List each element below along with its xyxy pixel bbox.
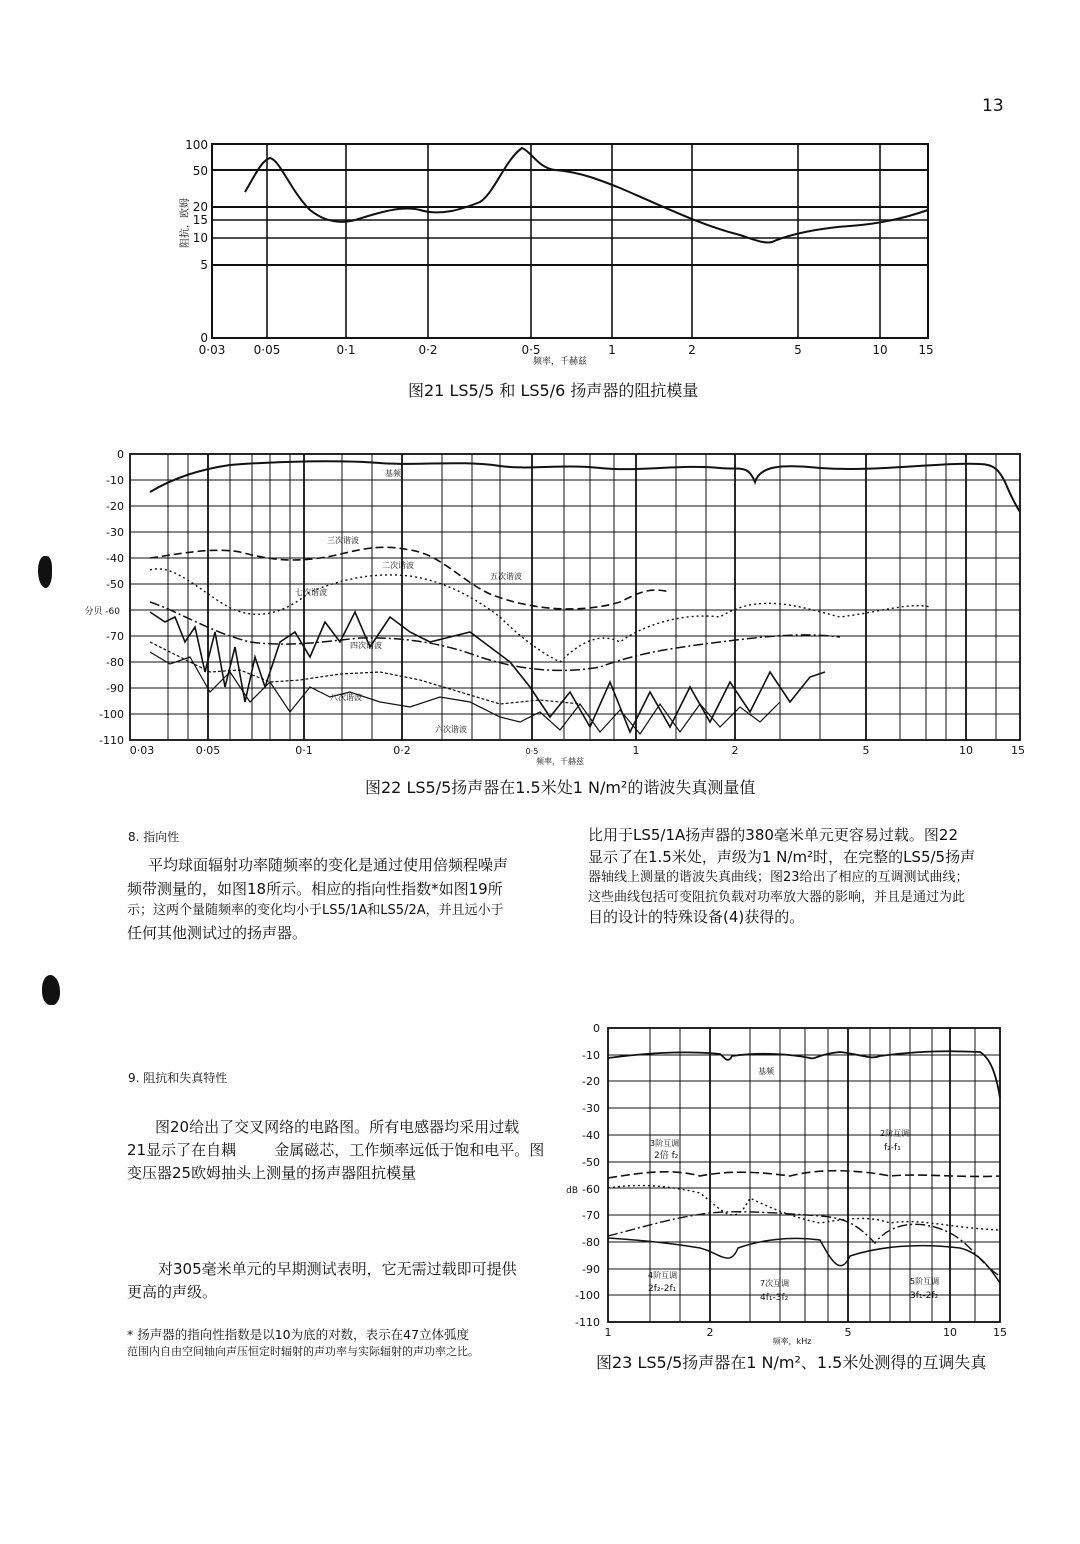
fig21-caption: 图21 LS5/5 和 LS5/6 扬声器的阻抗模量 [408, 381, 699, 400]
fig22-xtick: 2 [731, 744, 739, 757]
fig22-ytick: -100 [99, 708, 124, 721]
right-column-line: 目的设计的特殊设备(4)获得的。 [588, 908, 805, 926]
section-9-line: 变压器25欧姆抽头上测量的扬声器阻抗模量 [127, 1164, 417, 1182]
fig22-ytick: -20 [106, 500, 124, 513]
fig22-ytick: -80 [106, 656, 124, 669]
section-8-line: 频带测量的，如图18所示。相应的指向性指数*如图19所 [127, 880, 503, 898]
fig21-xtick: 10 [872, 343, 888, 357]
fig22-xtick: 0·05 [195, 744, 221, 757]
fig21-ytick: 15 [192, 213, 208, 227]
section-9-para2: 更高的声级。 [127, 1283, 218, 1301]
fig21-xtick: 0·05 [253, 343, 281, 357]
fig21-xtick: 2 [688, 343, 696, 357]
fig23-caption: 图23 LS5/5扬声器在1 N/m²、1.5米处测得的互调失真 [596, 1353, 987, 1372]
fig23-xtick: 15 [993, 1326, 1007, 1339]
fig22-xtick: 0·03 [129, 744, 155, 757]
fig22-ytick: -90 [106, 682, 124, 695]
fig21-xtick: 0·2 [418, 343, 438, 357]
fig23-ytick: -90 [582, 1263, 600, 1276]
fig23-label-5th-b: 3f₁-2f₂ [910, 1291, 939, 1301]
section-8-line: 示；这两个量随频率的变化均小于LS5/1A和LS5/2A，并且远小于 [127, 903, 504, 918]
section-8-title: 8. 指向性 [128, 830, 180, 844]
fig23-xtick: 10 [943, 1326, 957, 1339]
fig21-xtick: 15 [918, 343, 934, 357]
fig23-2nd-order-curve [608, 1186, 1000, 1230]
fig22-label-third: 三次谐波 [327, 536, 359, 545]
fig22-second-harmonic-curve [150, 569, 930, 662]
fig23-label-4th-b: 2f₂-2f₁ [648, 1284, 677, 1294]
fig22-ytick: 0 [117, 448, 124, 461]
fig22-xtick: 1 [632, 744, 640, 757]
fig22-ylabel: 分贝 -60 [84, 607, 120, 617]
fig22-ytick: -70 [106, 630, 124, 643]
fig22-xtick: 10 [959, 744, 973, 757]
fig23-ytick: -110 [575, 1316, 600, 1329]
fig23-ytick: 0 [593, 1022, 600, 1035]
fig22-third-harmonic-curve [150, 547, 670, 609]
fig23-ytick: -10 [582, 1049, 600, 1062]
fig22-eighth-harmonic-curve [150, 642, 580, 704]
fig21-impedance-curve [245, 148, 928, 243]
fig21-impedance-chart [160, 130, 960, 370]
fig23-intermod-chart [560, 1018, 1040, 1348]
right-column-line: 这些曲线包括可变阻抗负载对功率放大器的影响，并且是通过为此 [588, 890, 966, 905]
fig22-harmonic-chart [80, 442, 1040, 772]
fig22-ytick: -110 [99, 734, 124, 747]
fig23-xtick: 5 [844, 1326, 852, 1339]
fig22-label-seventh: 七次谐波 [295, 588, 327, 597]
fig23-label-4th: 4阶互调 [648, 1271, 678, 1280]
fig23-label-5th: 5阶互调 [910, 1277, 940, 1286]
fig21-ytick: 20 [192, 200, 208, 214]
fig22-ytick: -10 [106, 474, 124, 487]
fig21-xtick: 5 [794, 343, 802, 357]
fig22-ytick: -30 [106, 526, 124, 539]
fig23-xtick: 1 [604, 1326, 612, 1339]
fig22-label-fifth: 五次谐波 [490, 572, 522, 581]
fig22-ytick: -40 [106, 552, 124, 565]
fig22-xtick: 5 [862, 744, 870, 757]
fig23-label-2nd: 2阶互调 [880, 1129, 910, 1138]
fig22-label-eighth: 八次谐波 [330, 693, 362, 702]
fig23-xlabel: 频率，kHz [772, 1337, 812, 1346]
footnote-line: 范围内自由空间轴向声压恒定时辐射的声功率与实际辐射的声功率之比。 [127, 1345, 479, 1358]
section-9-line: 21显示了在自耦 金属磁芯，工作频率远低于饱和电平。图 [127, 1141, 545, 1159]
fig23-label-7th-b: 4f₁-3f₂ [760, 1293, 789, 1303]
fig23-ytick: -30 [582, 1102, 600, 1115]
right-column-line: 器轴线上测量的谐波失真曲线；图23给出了相应的互调测试曲线； [588, 870, 969, 885]
fig21-ytick: 10 [192, 231, 208, 245]
fig23-ytick: -60 [582, 1183, 600, 1196]
fig21-xlabel: 频率，千赫兹 [532, 357, 588, 367]
fig22-xtick: 15 [1011, 744, 1025, 757]
fig22-xlabel: 频率，千赫兹 [536, 757, 584, 766]
fig22-xtick: 0·2 [393, 744, 411, 757]
fig23-ytick: -70 [582, 1209, 600, 1222]
fig23-3rd-order-curve [608, 1171, 1000, 1178]
footnote-line: * 扬声器的指向性指数是以10为底的对数，表示在47立体弧度 [127, 1327, 470, 1342]
ink-blot [42, 975, 60, 1005]
page-number: 13 [982, 96, 1004, 116]
fig21-ytick: 5 [200, 258, 208, 272]
fig22-ytick: -50 [106, 578, 124, 591]
fig21-xtick: 0·1 [336, 343, 356, 357]
fig23-label-2nd-b: f₂-f₁ [884, 1143, 901, 1153]
section-8-line: 平均球面辐射功率随频率的变化是通过使用倍频程噪声 [148, 856, 509, 874]
fig21-ytick: 50 [192, 164, 208, 178]
fig23-label-3rd-b: 2倍 f₂ [654, 1151, 679, 1161]
right-column-line: 比用于LS5/1A扬声器的380毫米单元更容易过载。图22 [588, 826, 958, 844]
fig22-label-sixth: 六次谐波 [435, 725, 467, 734]
fig21-ytick: 0 [200, 331, 208, 345]
fig23-ytick: -100 [575, 1289, 600, 1302]
fig23-ytick: -80 [582, 1236, 600, 1249]
fig22-xtick: 0·5 [525, 747, 539, 756]
fig22-label-second: 二次谐波 [382, 561, 414, 570]
section-9-para2: 对305毫米单元的早期测试表明，它无需过载即可提供 [158, 1260, 517, 1278]
fig21-ylabel: 阻抗，欧姆 [180, 198, 191, 248]
fig23-ytick: -20 [582, 1075, 600, 1088]
right-column-line: 显示了在1.5米处，声级为1 N/m²时，在完整的LS5/5扬声 [588, 848, 976, 866]
fig22-label-fundamental: 基频 [385, 469, 401, 478]
fig23-fundamental-curve [608, 1051, 1000, 1098]
fig23-label-fundamental: 基频 [758, 1067, 774, 1076]
fig23-ytick: -50 [582, 1156, 600, 1169]
ink-blot [38, 556, 52, 588]
fig23-ylabel: dB [566, 1186, 578, 1196]
fig23-xtick: 2 [706, 1326, 714, 1339]
section-8-line: 任何其他测试过的扬声器。 [127, 924, 308, 942]
fig22-xtick: 0·1 [295, 744, 313, 757]
fig23-label-3rd: 3阶互调 [650, 1139, 680, 1148]
section-9-line: 图20给出了交叉网络的电路图。所有电感器均采用过载 [155, 1118, 520, 1136]
fig21-xtick: 1 [608, 343, 616, 357]
fig21-ytick: 100 [185, 138, 208, 152]
fig22-caption: 图22 LS5/5扬声器在1.5米处1 N/m²的谐波失真测量值 [365, 778, 756, 797]
fig21-xtick: 0·5 [521, 343, 541, 357]
fig23-label-7th: 7次互调 [760, 1279, 790, 1288]
fig21-xtick: 0·03 [198, 343, 226, 357]
fig22-label-fourth: 四次谐波 [350, 641, 382, 650]
fig22-fundamental-curve [150, 461, 1020, 512]
fig23-ytick: -40 [582, 1129, 600, 1142]
section-9-title: 9. 阻抗和失真特性 [128, 1071, 228, 1085]
